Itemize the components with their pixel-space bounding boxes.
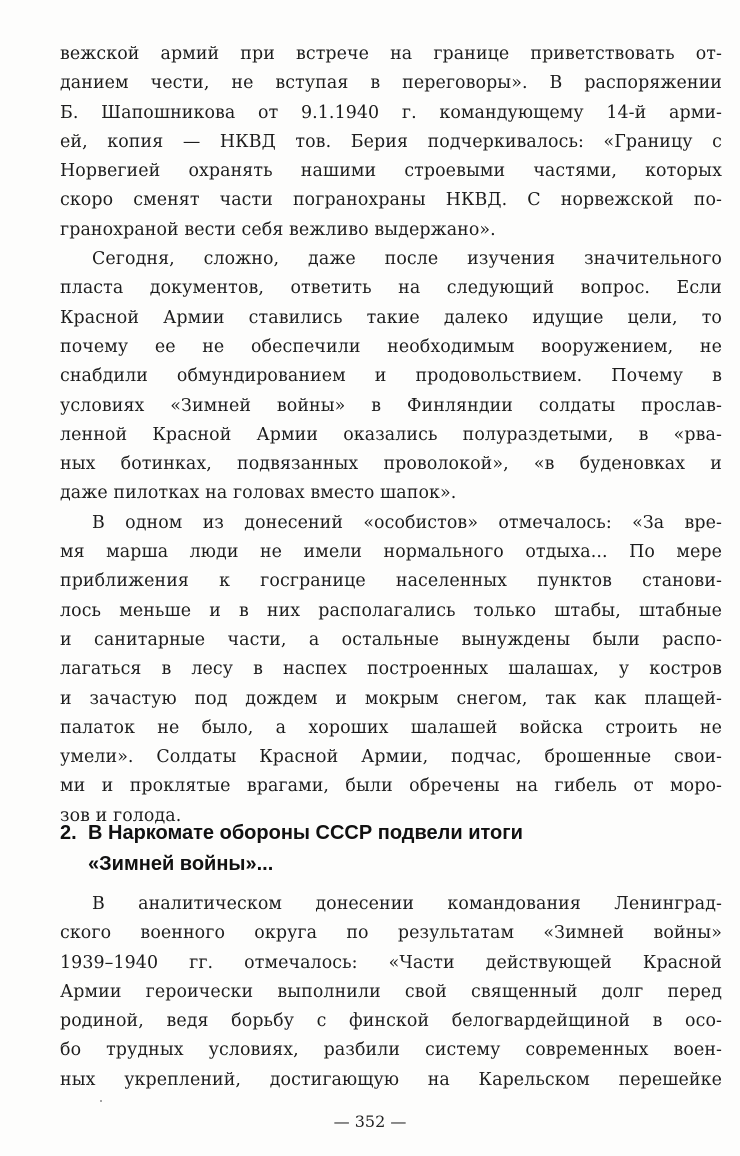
text-line: Сегодня, сложно, даже после изучения значительного [92, 249, 722, 270]
text-line: приближения к госгранице населенных пунктов станови- [60, 571, 722, 592]
text-line: лось меньше и в них располагались только штабы, штабные [60, 600, 722, 621]
text-line: бо трудных условиях, разбили систему современных воен- [60, 1040, 722, 1061]
text-line: данием чести, не вступая в переговоры». В распоряжении [60, 73, 722, 94]
paragraph [60, 509, 722, 831]
page-number: — 352 — [333, 1112, 407, 1131]
paragraph [60, 40, 722, 245]
text-line: Армии героически выполнили свой священный долг перед [60, 981, 722, 1002]
text-line: почему ее не обеспечили необходимым вооружением, не [60, 336, 722, 357]
text-line: В одном из донесений «особистов» отмечалось: «За вре- [92, 512, 722, 533]
paragraph [60, 245, 722, 509]
text-line: ных ботинках, подвязанных проволокой», «в буденовках и [60, 454, 722, 475]
body-text-top [60, 40, 722, 831]
section-number: 2. [60, 822, 77, 844]
text-line: ленной Красной Армии оказались полураздетыми, в «рва- [60, 424, 722, 445]
text-line: вежской армий при встрече на границе приветствовать от- [60, 44, 722, 64]
text-line: скоро сменят части погранохраны НКВД. С норвежской по- [60, 190, 722, 211]
text-line: умели». Солдаты Красной Армии, подчас, брошенные свои- [60, 747, 722, 768]
text-line: и санитарные части, а остальные вынуждены были распо- [60, 629, 722, 650]
text-line: 1939–1940 гг. отмечалось: «Части действующей Красной [60, 952, 722, 973]
text-line: пласта документов, ответить на следующий вопрос. Если [60, 278, 722, 299]
text-line: ей, копия — НКВД тов. Берия подчеркивалось: «Границу с [60, 131, 722, 152]
text-line: родиной, ведя борьбу с финской белогвардейщиной в осо- [60, 1011, 722, 1032]
text-line: и зачастую под дождем и мокрым снегом, так как плащей- [60, 688, 722, 709]
text-line: условиях «Зимней войны» в Финляндии солдаты прослав- [60, 395, 722, 416]
text-line: Красной Армии ставились такие далеко идущие цели, то [60, 307, 722, 328]
paragraph [60, 890, 722, 1095]
text-line: даже пилотках на головах вместо шапок». [60, 483, 457, 504]
print-speck [100, 1100, 102, 1102]
body-text-bottom [60, 890, 722, 1095]
section-title: В Наркомате обороны СССР подвели итоги [88, 822, 523, 844]
text-line: палаток не было, а хороших шалашей войска строить не [60, 717, 722, 738]
text-line: Б. Шапошникова от 9.1.1940 г. командующему 14-й арми- [60, 102, 722, 123]
text-line: Норвегией охранять нашими строевыми частями, которых [60, 161, 722, 182]
section-heading-line: «Зимней войны»... [88, 853, 274, 875]
section-heading-line [60, 818, 722, 849]
text-line: мя марша люди не имели нормального отдыха... По мере [60, 542, 722, 563]
text-line: В аналитическом донесении командования Ленинград- [92, 894, 722, 914]
text-line: ных укреплений, достигающую на Карельском перешейке [60, 1069, 722, 1090]
text-line: лагаться в лесу в наспех построенных шалашах, у костров [60, 659, 722, 680]
text-line: гранохраной вести себя вежливо выдержано». [60, 219, 496, 240]
section-heading [60, 818, 722, 880]
text-line: ского военного округа по результатам «Зимней войны» [60, 923, 722, 944]
text-line: снабдили обмундированием и продовольствием. Почему в [60, 366, 722, 387]
text-line: ми и проклятые врагами, были обречены на гибель от моро- [60, 776, 722, 797]
text-line: зов и голода. [60, 805, 182, 826]
